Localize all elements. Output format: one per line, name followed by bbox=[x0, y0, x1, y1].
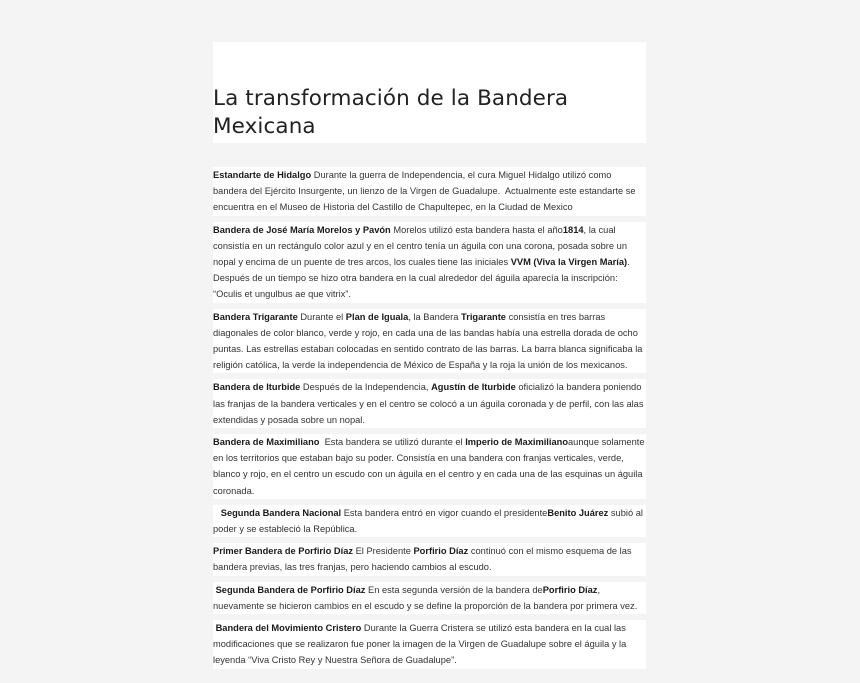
paragraph-text: Esta bandera se utilizó durante el bbox=[319, 437, 466, 448]
paragraph-text: Esta bandera entró en vigor cuando el presidente bbox=[341, 507, 548, 518]
paragraph-text: , nuevamente se hicieron cambios en el escudo y se define la proporción de la bandera por primera vez. bbox=[213, 584, 638, 611]
paragraph-text: Durante la guerra de Independencia, el cura Miguel Hidalgo utilizó como bandera del Ejército Insurgente, un lienzo de la Virgen de Guadalupe. Actualmente este estandarte se encuentra en el Museo de Historia del Castillo de Chapultepec, en la Ciudad de Mexico bbox=[213, 170, 639, 213]
flag-paragraph bbox=[213, 379, 646, 428]
bold-term: Agustín de Iturbide bbox=[431, 382, 516, 393]
paragraph-text: subió al poder y se estableció la República. bbox=[213, 507, 646, 535]
bold-term: Bandera de Maximiliano bbox=[213, 437, 320, 448]
paragraph-text: . Después de un tiempo se hizo otra bandera en la cual alrededor del águila aparecía la inscripción: “Oculis et ungulbus ae que vitrix”. bbox=[213, 257, 633, 300]
paragraph-text: Después de la Independencia, bbox=[300, 382, 432, 393]
paragraph-text: Durante el bbox=[297, 311, 346, 322]
flag-paragraph bbox=[213, 167, 646, 216]
bold-term: Primer Bandera de Porfirio Díaz bbox=[213, 546, 354, 557]
flag-paragraph bbox=[213, 222, 646, 303]
flag-paragraph bbox=[213, 434, 646, 499]
bold-term: Imperio de Maximiliano bbox=[465, 437, 568, 448]
flag-paragraph bbox=[213, 543, 646, 575]
paragraph-text: Durante la Guerra Cristera se utilizó esta bandera en la cual las modificaciones que se realizaron fue poner la imagen de la Virgen de Guadalupe sobre el águila y la leyenda “Viva Cristo Rey y Nuestra Señora de Guadalupe”. bbox=[213, 623, 629, 666]
bold-term: Benito Juárez bbox=[547, 507, 609, 518]
paragraph-text: En esta segunda versión de la bandera de bbox=[365, 584, 543, 595]
paragraph-text: aunque solamente en los territorios que estaban bajo su poder. Consistía en una bandera con franjas verticales, verde, blanco y rojo, en el centro un escudo con un águila en el centro y en cada una de las esquinas un águila coronada. bbox=[213, 437, 648, 496]
document-title: La transformación de la Bandera Mexicana bbox=[213, 86, 569, 139]
bold-term: Porfirio Díaz bbox=[542, 584, 598, 595]
paragraph-text: , la cual consistía en un rectángulo color azul y en el centro tenía un águila con una corona, posada sobre un nopal y encima de un puente de tres arcos, los cuales tiene las iniciales bbox=[213, 224, 630, 268]
flag-paragraph bbox=[213, 505, 646, 537]
document-body bbox=[213, 167, 646, 675]
title-block bbox=[213, 42, 646, 143]
bold-term: Segunda Bandera Nacional bbox=[213, 507, 342, 518]
flag-paragraph bbox=[213, 309, 646, 374]
bold-term: 1814 bbox=[562, 224, 584, 235]
bold-term: Plan de Iguala bbox=[345, 311, 409, 322]
paragraph-text: Morelos utilizó esta bandera hasta el año bbox=[390, 224, 563, 235]
bold-term: Bandera Trigarante bbox=[213, 311, 298, 322]
bold-term: Bandera de José María Morelos y Pavón bbox=[213, 224, 391, 235]
bold-term: VVM (Viva la Virgen María) bbox=[510, 257, 628, 268]
paragraph-text: continuó con el mismo esquema de las bandera previas, las tres franjas, pero haciendo cambios al escudo. bbox=[213, 546, 635, 573]
bold-term: Bandera de Iturbide bbox=[213, 382, 301, 393]
paragraph-text: oficializó la bandera poniendo las franjas de la bandera verticales y en el centro se colocó a un águila coronada y de perfil, con las alas extendidas y posada sobre un nopal. bbox=[213, 382, 647, 425]
flag-paragraph bbox=[213, 582, 646, 614]
paragraph-text: El Presidente bbox=[353, 546, 414, 557]
bold-term: Estandarte de Hidalgo bbox=[213, 170, 312, 180]
bold-term: Bandera del Movimiento Cristero bbox=[213, 623, 362, 634]
flag-paragraph bbox=[213, 620, 646, 669]
paragraph-text: , la Bandera bbox=[408, 311, 462, 322]
bold-term: Segunda Bandera de Porfirio Díaz bbox=[213, 584, 366, 595]
paragraph-text: consistía en tres barras diagonales de color blanco, verde y rojo, en cada una de las bandas había una estrella dorada de ocho puntas. Las estrellas estaban colocadas en sentido contrato de las barras. La barra blanca significaba la religión católica, la verde la independencia de México de España y la roja la unión de los mexicanos. bbox=[213, 311, 646, 371]
bold-term: Porfirio Díaz bbox=[413, 546, 469, 557]
bold-term: Trigarante bbox=[461, 311, 506, 322]
